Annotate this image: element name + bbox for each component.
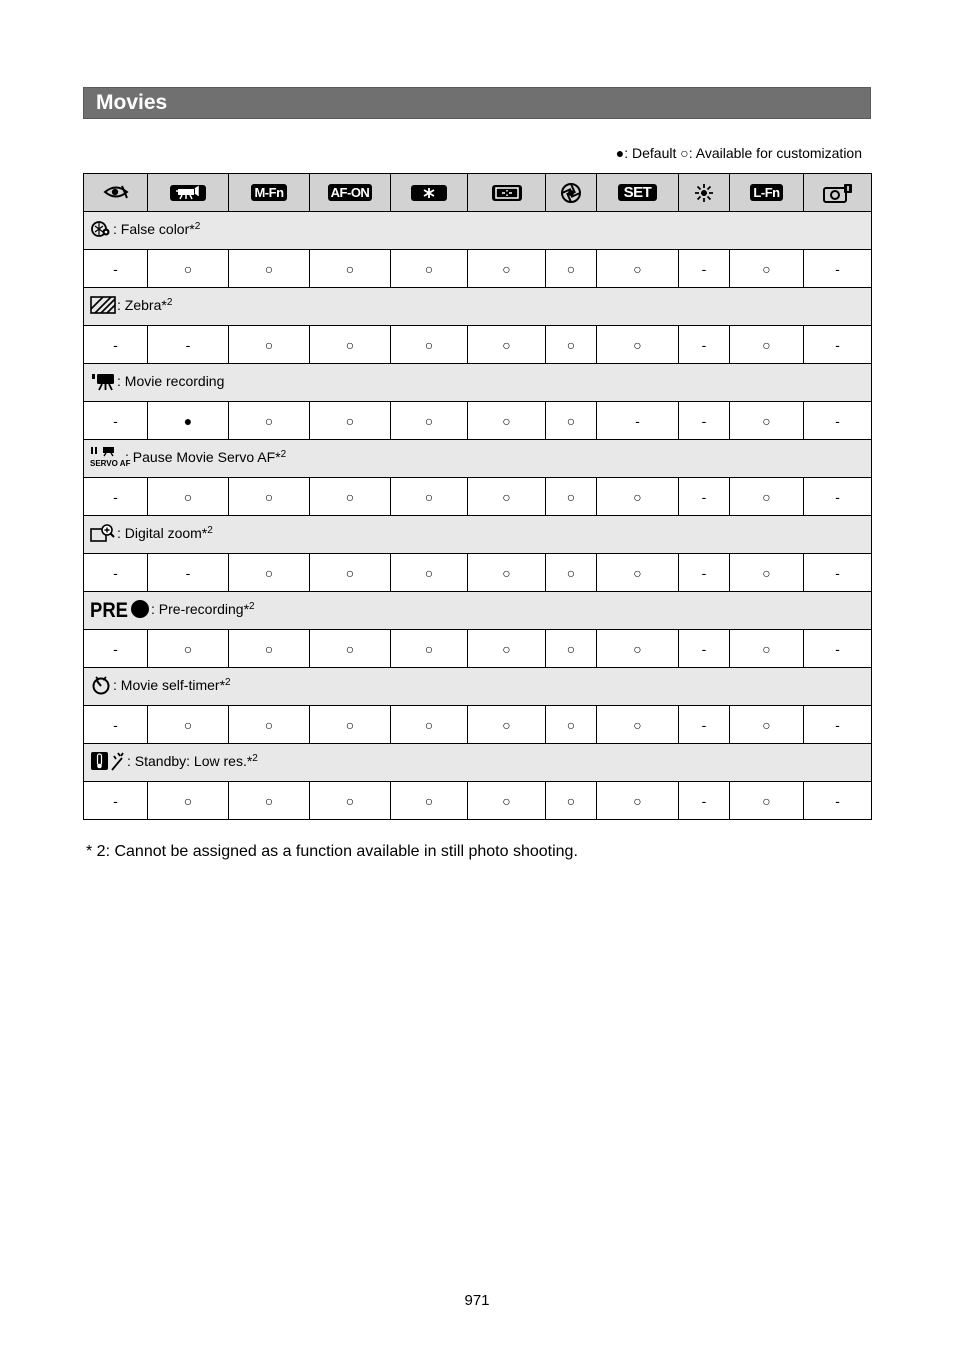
function-row [84,440,872,478]
value-cell: ○ [391,478,468,516]
value-cell: ○ [597,250,679,288]
value-cell: ○ [468,554,546,592]
col-header-l-fn [730,174,804,212]
col-header-multi-controller [679,174,730,212]
digital-zoom-icon [90,523,116,546]
value-cell: ○ [468,402,546,440]
pre-recording-icon [90,598,150,623]
value-cell: ○ [148,782,229,820]
function-label: : Movie recording [117,373,225,390]
col-header-set [597,174,679,212]
value-cell: ○ [229,326,310,364]
value-cell: - [804,250,872,288]
value-cell: - [597,402,679,440]
header-row [84,174,872,212]
value-cell: ○ [546,782,597,820]
svg-text:PRE: PRE [90,599,128,622]
value-cell: ○ [391,402,468,440]
function-label: : Pause Movie Servo AF* [125,449,281,466]
function-name-cell [84,592,872,630]
function-row [84,212,872,250]
footnote-ref: 2 [194,221,201,233]
values-row [84,326,872,364]
l-fn-button-icon: L-Fn [750,184,782,201]
value-cell: ○ [730,554,804,592]
values-row [84,630,872,668]
value-cell: ○ [730,326,804,364]
function-name-cell [84,668,872,706]
footnote-ref: 2 [249,601,255,613]
eye-icon [102,183,130,201]
value-cell: - [679,706,730,744]
value-cell: - [679,630,730,668]
footnote-ref: 2 [166,297,173,309]
value-cell: - [84,326,148,364]
value-cell: ○ [597,630,679,668]
value-cell: ○ [730,250,804,288]
value-cell: ○ [229,250,310,288]
section-title: Movies [96,91,168,114]
value-cell: ○ [468,706,546,744]
value-cell: ○ [468,250,546,288]
value-cell: - [84,402,148,440]
values-row [84,782,872,820]
function-name-cell [84,744,872,782]
value-cell: ○ [229,478,310,516]
value-cell: ○ [229,402,310,440]
value-cell: ○ [310,554,391,592]
function-row [84,516,872,554]
footnote-ref: 2 [225,677,231,689]
value-cell: ○ [310,782,391,820]
value-cell: ○ [148,630,229,668]
value-cell: ○ [597,554,679,592]
function-label: : False color* [113,221,195,238]
value-cell: - [679,326,730,364]
function-label: : Zebra* [117,297,167,314]
values-row [84,554,872,592]
value-cell: ○ [546,630,597,668]
function-row [84,364,872,402]
function-name-cell [84,212,872,250]
value-cell: - [804,782,872,820]
value-cell: ● [148,402,229,440]
value-cell: ○ [391,706,468,744]
value-cell: ○ [310,706,391,744]
value-cell: ○ [391,630,468,668]
value-cell: ○ [597,706,679,744]
value-cell: - [84,478,148,516]
value-cell: ○ [468,630,546,668]
footnote-ref: 2 [252,753,258,765]
function-name-cell [84,440,872,478]
function-label: : Digital zoom* [117,525,208,542]
value-cell: - [84,250,148,288]
function-name-cell [84,364,872,402]
legend: ●: Default ○: Available for customization [615,145,862,161]
set-button-icon: SET [618,184,658,201]
value-cell: - [84,706,148,744]
function-name-cell [84,516,872,554]
col-header-af-point [468,174,546,212]
value-cell: ○ [310,402,391,440]
value-cell: - [148,554,229,592]
col-header-eye [84,174,148,212]
value-cell: ○ [546,250,597,288]
value-cell: ○ [310,630,391,668]
function-row [84,668,872,706]
value-cell: - [84,782,148,820]
value-cell: - [804,706,872,744]
value-cell: ○ [546,554,597,592]
af-on-button-icon: AF-ON [328,184,373,201]
movie-camera-icon [169,183,207,203]
value-cell: - [84,554,148,592]
values-row [84,250,872,288]
value-cell: ○ [310,250,391,288]
value-cell: ○ [546,326,597,364]
values-row [84,402,872,440]
false-color-icon [90,219,112,242]
value-cell: ○ [148,706,229,744]
value-cell: ○ [597,478,679,516]
value-cell: - [679,402,730,440]
value-cell: ○ [391,250,468,288]
col-header-af-on [310,174,391,212]
value-cell: ○ [597,326,679,364]
value-cell: - [804,402,872,440]
value-cell: ○ [730,782,804,820]
value-cell: ○ [229,554,310,592]
value-cell: ○ [310,478,391,516]
value-cell: ○ [468,326,546,364]
value-cell: - [679,250,730,288]
pause-servo-af-icon [90,446,131,471]
value-cell: ○ [229,782,310,820]
multi-controller-icon [694,183,714,203]
col-header-aperture [546,174,597,212]
value-cell: - [804,326,872,364]
value-cell: ○ [310,326,391,364]
col-header-movie [148,174,229,212]
value-cell: ○ [148,478,229,516]
value-cell: - [804,554,872,592]
function-label: : Pre-recording* [151,601,250,618]
page-number: 971 [464,1292,490,1309]
ae-lock-icon [410,183,448,203]
value-cell: ○ [597,782,679,820]
value-cell: - [804,478,872,516]
values-row [84,706,872,744]
function-name-cell [84,288,872,326]
m-fn-button-icon: M-Fn [251,184,286,201]
footnote: * 2: Cannot be assigned as a function available in still photo shooting. [86,843,578,860]
af-point-select-icon [491,183,523,203]
value-cell: ○ [730,630,804,668]
col-header-ae-lock [391,174,468,212]
value-cell: - [148,326,229,364]
aperture-icon [560,182,582,204]
values-row [84,478,872,516]
value-cell: ○ [468,782,546,820]
value-cell: ○ [730,706,804,744]
value-cell: ○ [468,478,546,516]
value-cell: - [804,630,872,668]
lens-button-icon [822,182,854,204]
value-cell: ○ [730,402,804,440]
value-cell: ○ [229,706,310,744]
svg-text:SERVO AF: SERVO AF [90,459,131,468]
value-cell: ○ [730,478,804,516]
value-cell: ○ [546,478,597,516]
function-row [84,592,872,630]
value-cell: ○ [391,326,468,364]
value-cell: ○ [229,630,310,668]
value-cell: - [679,478,730,516]
footnote-ref: 2 [280,449,287,461]
button-function-table [83,173,872,820]
value-cell: - [679,554,730,592]
function-label: : Standby: Low res.* [127,753,253,770]
self-timer-icon [90,675,112,698]
function-label: : Movie self-timer* [113,677,226,694]
function-row [84,744,872,782]
value-cell: ○ [391,782,468,820]
value-cell: ○ [546,402,597,440]
section-banner [83,87,871,119]
value-cell: - [679,782,730,820]
value-cell: ○ [546,706,597,744]
movie-recording-icon [90,371,116,394]
value-cell: ○ [148,250,229,288]
value-cell: ○ [391,554,468,592]
standby-low-res-icon [90,750,126,775]
value-cell: - [84,630,148,668]
function-row [84,288,872,326]
col-header-lens [804,174,872,212]
zebra-icon [90,296,116,317]
footnote-ref: 2 [207,525,213,537]
col-header-m-fn [229,174,310,212]
